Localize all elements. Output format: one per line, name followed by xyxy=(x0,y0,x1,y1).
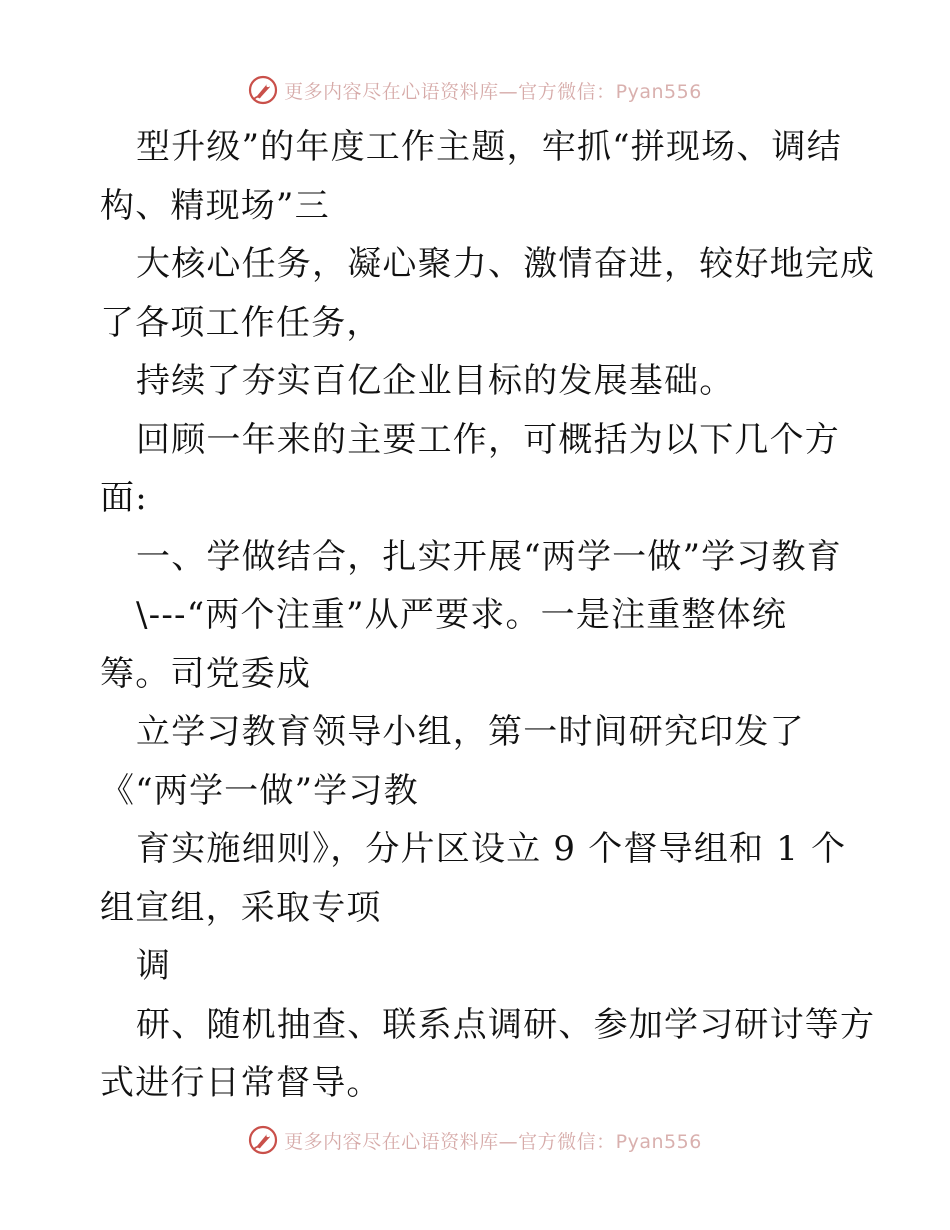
watermark-text: 更多内容尽在心语资料库—官方微信：Pyan556 xyxy=(284,1130,702,1153)
text-line: 了各项工作任务， xyxy=(100,302,382,343)
text-line: 面: xyxy=(100,478,148,518)
text-line: 型升级”的年度工作主题，牢抓“拼现场、调结 xyxy=(136,127,842,167)
watermark-contact: Pyan556 xyxy=(615,1130,702,1153)
text-line: 构、精现场”三 xyxy=(100,185,330,226)
text-line: 一、学做结合，扎实开展“两学一做”学习教育 xyxy=(136,536,842,577)
text-line: 大核心任务，凝心聚力、激情奋进，较好地完成 xyxy=(136,244,876,284)
header-watermark xyxy=(0,70,950,110)
pen-nib-logo-icon xyxy=(248,75,278,105)
watermark-contact: Pyan556 xyxy=(615,80,702,103)
watermark-text: 更多内容尽在心语资料库—官方微信：Pyan556 xyxy=(284,80,702,103)
text-line: 育实施细则》，分片区设立 9 个督导组和 1 个 xyxy=(136,829,847,869)
text-line: 式进行日常督导。 xyxy=(100,1063,382,1103)
text-line: 《“两学一做”学习教 xyxy=(100,770,419,811)
pen-nib-logo-icon xyxy=(248,1125,278,1155)
text-line: 持续了夯实百亿企业目标的发展基础。 xyxy=(136,361,735,401)
text-line: 组宣组，采取专项 xyxy=(100,887,382,928)
text-line: \---“两个注重”从严要求。一是注重整体统 xyxy=(136,595,788,635)
document-body xyxy=(100,118,876,1113)
text-line: 立学习教育领导小组，第一时间研究印发了 xyxy=(136,712,805,752)
text-line: 调 xyxy=(136,946,172,986)
text-line: 回顾一年来的主要工作，可概括为以下几个方 xyxy=(136,419,840,460)
footer-watermark xyxy=(0,1120,950,1160)
text-line: 研、随机抽查、联系点调研、参加学习研讨等方 xyxy=(136,1004,876,1045)
text-line: 筹。司党委成 xyxy=(100,653,312,694)
